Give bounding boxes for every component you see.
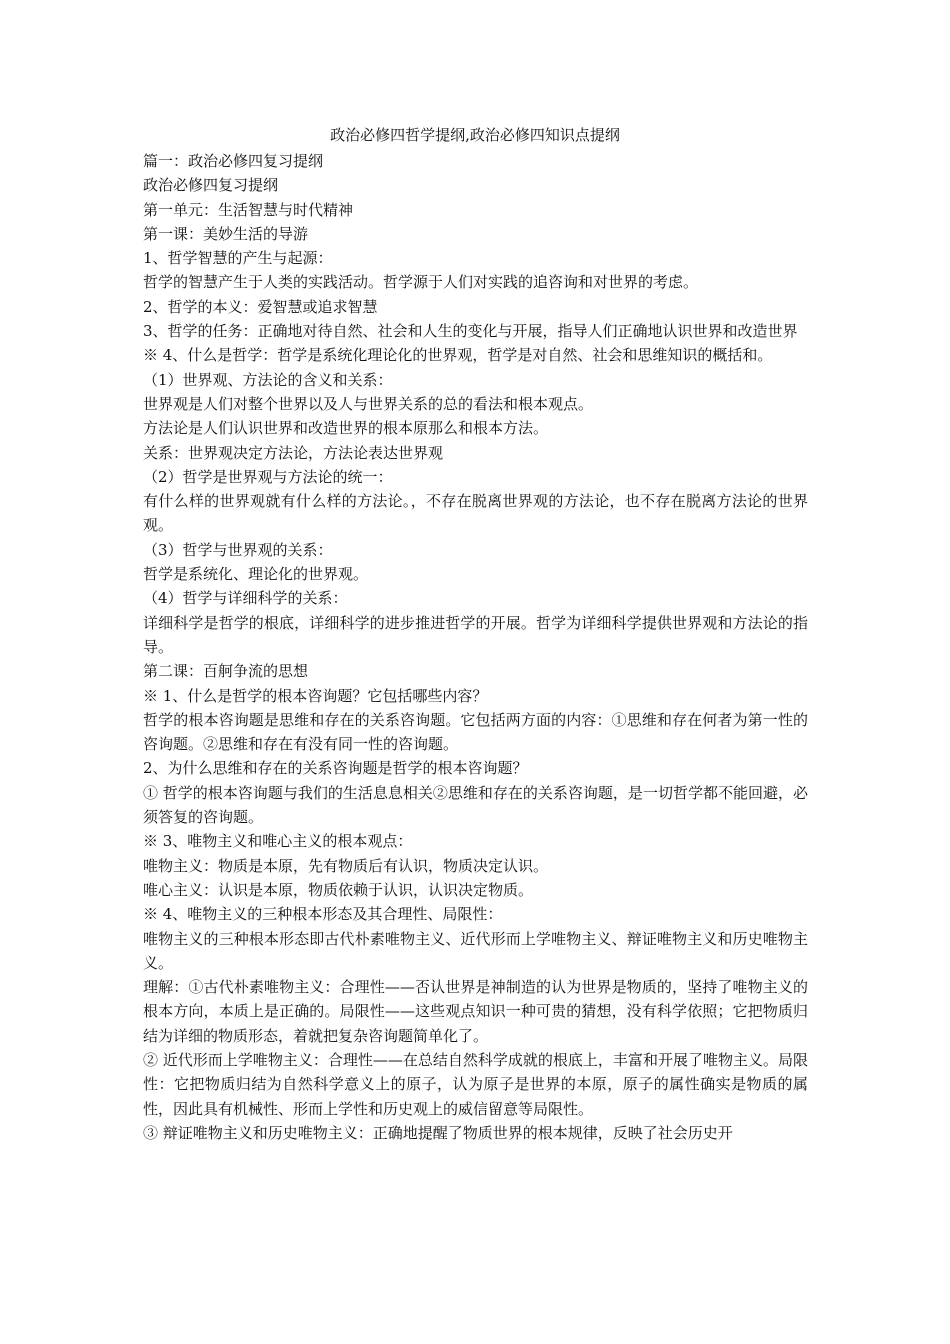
paragraph: 哲学的根本咨询题是思维和存在的关系咨询题。它包括两方面的内容：①思维和存在何者为第一性的咨询题。②思维和存在有没有同一性的咨询题。 [143, 710, 808, 754]
paragraph: （4）哲学与详细科学的关系： [143, 589, 348, 608]
paragraph: 唯心主义：认识是本原，物质依赖于认识，认识决定物质。 [143, 880, 534, 899]
paragraph: 关系：世界观决定方法论，方法论表达世界观 [143, 443, 444, 462]
paragraph: 有什么样的世界观就有什么样的方法论。，不存在脱离世界观的方法论，也不存在脱离方法论的世界观。 [143, 492, 808, 535]
paragraph: 理解：①古代朴素唯物主义：合理性——否认世界是神制造的认为世界是物质的，坚持了唯物主义的根本方向，本质上是正确的。局限性——这些观点知识一种可贵的猜想，没有科学依照；它把物质归结为详细的物质形态，着就把复杂咨询题简单化了。 [143, 978, 808, 1045]
paragraph: （1）世界观、方法论的含义和关系： [143, 370, 393, 389]
paragraph: ③ 辩证唯物主义和历史唯物主义：正确地提醒了物质世界的根本规律，反映了社会历史开 [143, 1123, 733, 1142]
paragraph: 政治必修四复习提纲 [143, 176, 279, 195]
paragraph: 唯物主义的三种根本形态即古代朴素唯物主义、近代形而上学唯物主义、辩证唯物主义和历史唯物主义。 [143, 929, 808, 972]
paragraph: 2、为什么思维和存在的关系咨询题是哲学的根本咨询题？ [143, 759, 528, 778]
paragraph: 1、哲学智慧的产生与起源： [143, 249, 333, 268]
paragraph: 方法论是人们认识世界和改造世界的根本原那么和根本方法。 [143, 419, 549, 438]
paragraph: 第一课：美妙生活的导游 [143, 224, 309, 243]
paragraph: 哲学是系统化、理论化的世界观。 [143, 565, 369, 584]
paragraph: 第二课：百舸争流的思想 [143, 662, 309, 681]
paragraph: ※ 4、唯物主义的三种根本形态及其合理性、局限性： [143, 905, 503, 924]
document-title: 政治必修四哲学提纲,政治必修四知识点提纲 [330, 126, 620, 144]
document-body [143, 149, 808, 1145]
paragraph: ※ 4、什么是哲学：哲学是系统化理论化的世界观，哲学是对自然、社会和思维知识的概括和。 [143, 346, 773, 365]
paragraph: 哲学的智慧产生于人类的实践活动。哲学源于人们对实践的追咨询和对世界的考虑。 [143, 273, 699, 292]
paragraph: ※ 3、唯物主义和唯心主义的根本观点： [143, 832, 413, 851]
paragraph: 3、哲学的任务：正确地对待自然、社会和人生的变化与开展，指导人们正确地认识世界和改造世界 [143, 322, 798, 341]
paragraph: ① 哲学的根本咨询题与我们的生活息息相关②思维和存在的关系咨询题，是一切哲学都不能回避，必须答复的咨询题。 [143, 783, 808, 827]
paragraph: （2）哲学是世界观与方法论的统一： [143, 467, 393, 486]
paragraph: 第一单元：生活智慧与时代精神 [143, 200, 354, 219]
paragraph: ※ 1、什么是哲学的根本咨询题？它包括哪些内容？ [143, 686, 488, 705]
paragraph: 详细科学是哲学的根底，详细科学的进步推进哲学的开展。哲学为详细科学提供世界观和方法论的指导。 [143, 613, 808, 656]
paragraph: 世界观是人们对整个世界以及人与世界关系的总的看法和根本观点。 [143, 394, 594, 413]
paragraph: 唯物主义：物质是本原，先有物质后有认识，物质决定认识。 [143, 856, 549, 875]
paragraph: 篇一：政治必修四复习提纲 [143, 152, 324, 170]
paragraph: 2、哲学的本义：爱智慧或追求智慧 [143, 297, 378, 316]
paragraph: ② 近代形而上学唯物主义：合理性——在总结自然科学成就的根底上，丰富和开展了唯物主义。局限性：它把物质归结为自然科学意义上的原子，认为原子是世界的本原，原子的属性确实是物质的属性，因此具有机械性、形而上学性和历史观上的威信留意等局限性。 [143, 1050, 808, 1118]
paragraph: （3）哲学与世界观的关系： [143, 540, 333, 559]
